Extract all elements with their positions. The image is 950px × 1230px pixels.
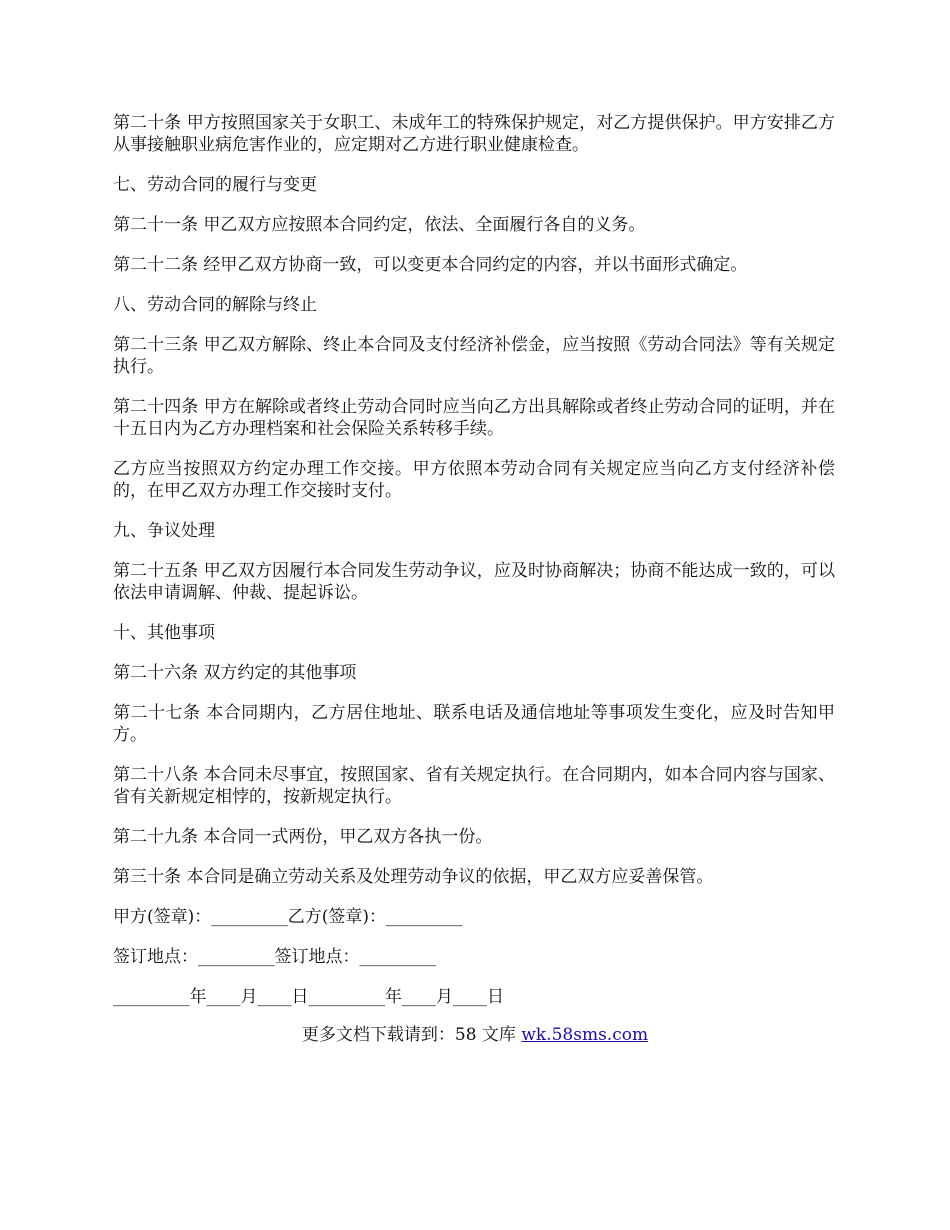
clause-27: 第二十七条 本合同期内，乙方居住地址、联系电话及通信地址等事项发生变化，应及时告知甲方。: [113, 703, 835, 745]
footer-text: 更多文档下载请到：58 文库: [301, 1025, 522, 1045]
date-line: _________年____月____日_________年____月____日: [113, 987, 504, 1007]
clause-30: 第三十条 本合同是确立劳动关系及处理劳动争议的依据，甲乙双方应妥善保管。: [113, 867, 714, 887]
clause-22: 第二十二条 经甲乙双方协商一致，可以变更本合同约定的内容，并以书面形式确定。: [113, 255, 748, 275]
section-heading-9: 九、争议处理: [113, 521, 215, 541]
section-heading-7: 七、劳动合同的履行与变更: [113, 175, 317, 195]
handover-paragraph: 乙方应当按照双方约定办理工作交接。甲方依照本劳动合同有关规定应当向乙方支付经济补偿的，在甲乙双方办理工作交接时支付。: [113, 459, 835, 501]
clause-23: 第二十三条 甲乙双方解除、终止本合同及支付经济补偿金，应当按照《劳动合同法》等有关规定执行。: [113, 335, 835, 377]
clause-28: 第二十八条 本合同未尽事宜，按照国家、省有关规定执行。在合同期内，如本合同内容与国家、省有关新规定相悖的，按新规定执行。: [113, 765, 835, 807]
clause-24: 第二十四条 甲方在解除或者终止劳动合同时应当向乙方出具解除或者终止劳动合同的证明，并在十五日内为乙方办理档案和社会保险关系转移手续。: [113, 397, 835, 439]
clause-29: 第二十九条 本合同一式两份，甲乙双方各执一份。: [113, 827, 493, 847]
clause-26: 第二十六条 双方约定的其他事项: [113, 663, 357, 683]
clause-20: 第二十条 甲方按照国家关于女职工、未成年工的特殊保护规定，对乙方提供保护。甲方安排乙方从事接触职业病危害作业的，应定期对乙方进行职业健康检查。: [113, 113, 835, 155]
clause-25: 第二十五条 甲乙双方因履行本合同发生劳动争议，应及时协商解决；协商不能达成一致的，可以依法申请调解、仲裁、提起诉讼。: [113, 561, 835, 603]
section-heading-10: 十、其他事项: [113, 623, 215, 643]
download-footer: [0, 1024, 950, 1046]
signature-line: 甲方(签章)：_________乙方(签章)：_________: [113, 907, 463, 927]
document-body: [113, 112, 835, 1026]
footer-link[interactable]: wk.58sms.com: [521, 1025, 649, 1045]
section-heading-8: 八、劳动合同的解除与终止: [113, 295, 317, 315]
clause-21: 第二十一条 甲乙双方应按照本合同约定，依法、全面履行各自的义务。: [113, 215, 646, 235]
signing-location-line: 签订地点：_________签订地点：_________: [113, 947, 436, 967]
